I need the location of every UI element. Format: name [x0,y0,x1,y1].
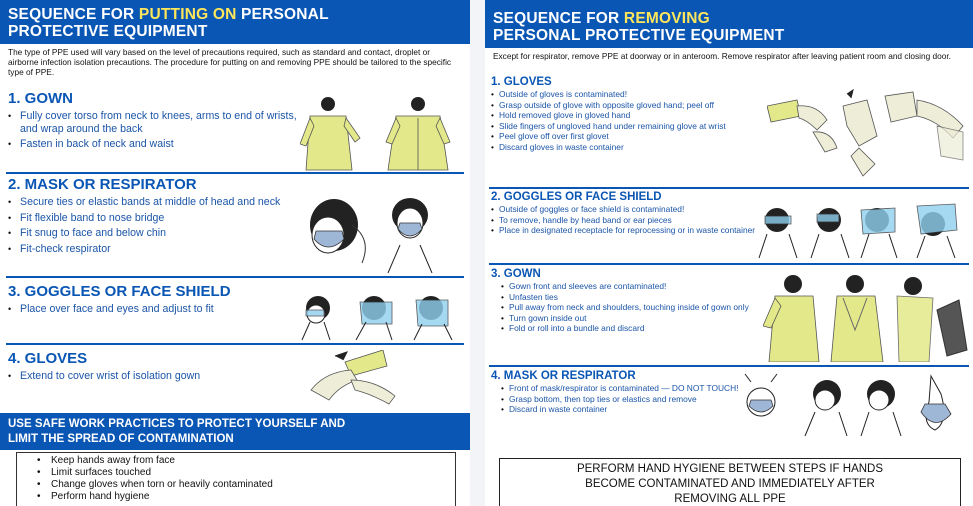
list-item: • Gown front and sleeves are contaminated! [501,282,759,292]
section-divider [6,172,464,174]
list-item: • Outside of goggles or face shield is contaminated! [491,205,759,215]
donning-intro: The type of PPE used will vary based on the level of precautions required, such as standard and contact, droplet or airborne infection isolation precautions. The procedure for putting on and removing PPE should be tailored to the specific type of PPE. [8,47,452,77]
list-item: • Discard in waste container [501,405,753,415]
safe-work-banner [0,413,470,450]
notice-line: BECOME CONTAMINATED AND IMMEDIATELY AFTER [585,478,875,490]
list-item: • Fasten in back of neck and waist [8,138,298,151]
gloves-donning-illustration [305,350,425,408]
donning-section-goggles [8,283,298,319]
notice-line: PERFORM HAND HYGIENE BETWEEN STEPS IF HANDS [576,463,884,475]
section-divider [6,343,464,345]
list-item: • Fit snug to face and below chin [8,227,293,240]
list-item: • Outside of gloves is contaminated! [491,90,753,100]
list-item: • Perform hand hygiene [37,491,455,503]
goggles-removal-illustration [757,198,969,260]
list-item: • Keep hands away from face [37,455,455,467]
section-title: 4. MASK OR RESPIRATOR [491,370,636,382]
section-title: 4. GLOVES [8,350,88,367]
section-title: 2. MASK OR RESPIRATOR [8,176,197,193]
list-item: • Fold or roll into a bundle and discard [501,324,759,334]
title-line2: PROTECTIVE EQUIPMENT [8,23,208,40]
donning-section-gloves [8,350,308,386]
title-highlight: PUTTING ON [138,6,237,23]
title-suffix: PERSONAL [236,6,329,23]
notice-line: REMOVING ALL PPE [674,493,786,505]
list-item: • Fit flexible band to nose bridge [8,212,293,225]
gown-removal-illustration [763,270,969,362]
donning-section-gown [8,90,298,154]
list-item: • Turn gown inside out [501,314,759,324]
donning-title [0,0,470,44]
list-item: • Peel glove off over first glovet [491,132,753,142]
banner-line: USE SAFE WORK PRACTICES TO PROTECT YOURSELF AND [8,418,346,430]
list-item: • Fit-check respirator [8,243,293,256]
donning-poster [0,0,470,506]
list-item: • Secure ties or elastic bands at middle of head and neck [8,196,293,209]
doffing-section-gloves [491,76,753,154]
list-item: • Unfasten ties [501,293,759,303]
section-title: 1. GLOVES [491,76,552,88]
list-item: • Change gloves when torn or heavily contaminated [37,479,455,491]
list-item: • Pull away from neck and shoulders, touching inside of gown only [501,303,759,313]
gown-donning-illustration [300,92,460,172]
title-line2: PERSONAL PROTECTIVE EQUIPMENT [493,27,785,44]
list-item: • Grasp outside of glove with opposite gloved hand; peel off [491,101,753,111]
title-prefix: SEQUENCE FOR [493,10,624,27]
list-item: • Grasp bottom, then top ties or elastics and remove [501,395,753,405]
section-divider [6,276,464,278]
list-item: • Front of mask/respirator is contaminated — DO NOT TOUCH! [501,384,753,394]
list-item: • Extend to cover wrist of isolation gown [8,370,308,383]
title-prefix: SEQUENCE FOR [8,6,139,23]
section-title: 3. GOWN [491,268,541,280]
doffing-section-goggles [491,191,759,237]
list-item: • Limit surfaces touched [37,467,455,479]
doffing-poster [485,0,973,506]
safe-work-practices [16,452,456,506]
goggles-donning-illustration [296,290,464,342]
section-title: 1. GOWN [8,90,74,107]
banner-line: LIMIT THE SPREAD OF CONTAMINATION [8,433,234,445]
panel-gap [470,0,485,506]
list-item: • Fully cover torso from neck to knees, arms to end of wrists, and wrap around the back [8,110,298,135]
doffing-section-gown [491,268,759,335]
list-item: • Slide fingers of ungloved hand under remaining glove at wrist [491,122,753,132]
section-title: 2. GOGGLES OR FACE SHIELD [491,191,662,203]
section-divider [489,263,969,265]
doffing-intro: Except for respirator, remove PPE at doorway or in anteroom. Remove respirator after leaving patient room and closing door. [493,51,951,61]
section-divider [489,365,969,367]
section-divider [489,187,969,189]
doffing-title [485,0,973,48]
donning-section-mask [8,176,293,258]
list-item: • To remove, handle by head band or ear pieces [491,216,759,226]
list-item: • Discard gloves in waste container [491,143,753,153]
gloves-removal-illustration [767,86,967,182]
title-highlight: REMOVING [623,10,710,27]
list-item: • Place over face and eyes and adjust to fit [8,303,298,316]
hand-hygiene-notice [499,458,961,506]
mask-removal-illustration [735,372,965,442]
doffing-section-mask [491,370,753,416]
mask-donning-illustration [292,195,462,273]
list-item: • Hold removed glove in gloved hand [491,111,753,121]
list-item: • Place in designated receptacle for reprocessing or in waste container [491,226,759,236]
section-title: 3. GOGGLES OR FACE SHIELD [8,283,231,300]
